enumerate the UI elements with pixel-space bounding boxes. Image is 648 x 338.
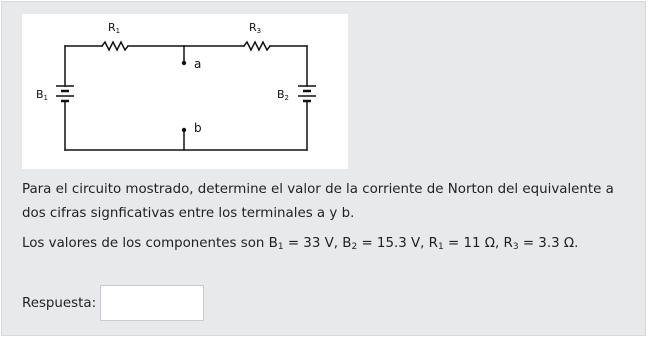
label-terminal-a: a	[194, 57, 202, 71]
question-panel	[1, 1, 646, 336]
b2-subscript: 2	[351, 242, 358, 252]
terminal-a-dot	[182, 61, 186, 65]
battery-b1-symbol	[56, 86, 74, 101]
question-text	[22, 178, 622, 256]
r3-value: = 3.3 Ω.	[518, 236, 579, 251]
circuit-schematic	[22, 14, 348, 169]
values-prefix: Los valores de los componentes son B	[22, 236, 278, 251]
label-b1: B1	[36, 88, 49, 102]
answer-input[interactable]	[100, 285, 204, 321]
component-values	[22, 232, 622, 256]
answer-label: Respuesta:	[22, 295, 97, 311]
b2-value: = 15.3 V, R	[357, 236, 438, 251]
label-terminal-b: b	[194, 121, 202, 135]
resistor-r1	[102, 42, 128, 50]
answer-row	[22, 285, 204, 321]
question-line-2: dos cifras signficativas entre los terminales a y b.	[22, 206, 355, 221]
battery-b2-symbol	[298, 86, 316, 101]
terminal-b-dot	[182, 128, 186, 132]
r1-subscript: 1	[438, 242, 444, 252]
label-b2: B2	[277, 88, 290, 102]
circuit-diagram	[22, 14, 348, 169]
r3-subscript: 3	[512, 242, 519, 252]
resistor-r3	[244, 42, 270, 50]
b1-value: = 33 V, B	[283, 236, 352, 251]
r1-value: = 11 Ω, R	[443, 236, 513, 251]
question-line-1: Para el circuito mostrado, determine el valor de la corriente de Norton del equivalente a	[22, 182, 614, 197]
label-r1: R1	[108, 21, 121, 35]
b1-subscript: 1	[277, 242, 284, 252]
label-r3: R3	[249, 21, 262, 35]
